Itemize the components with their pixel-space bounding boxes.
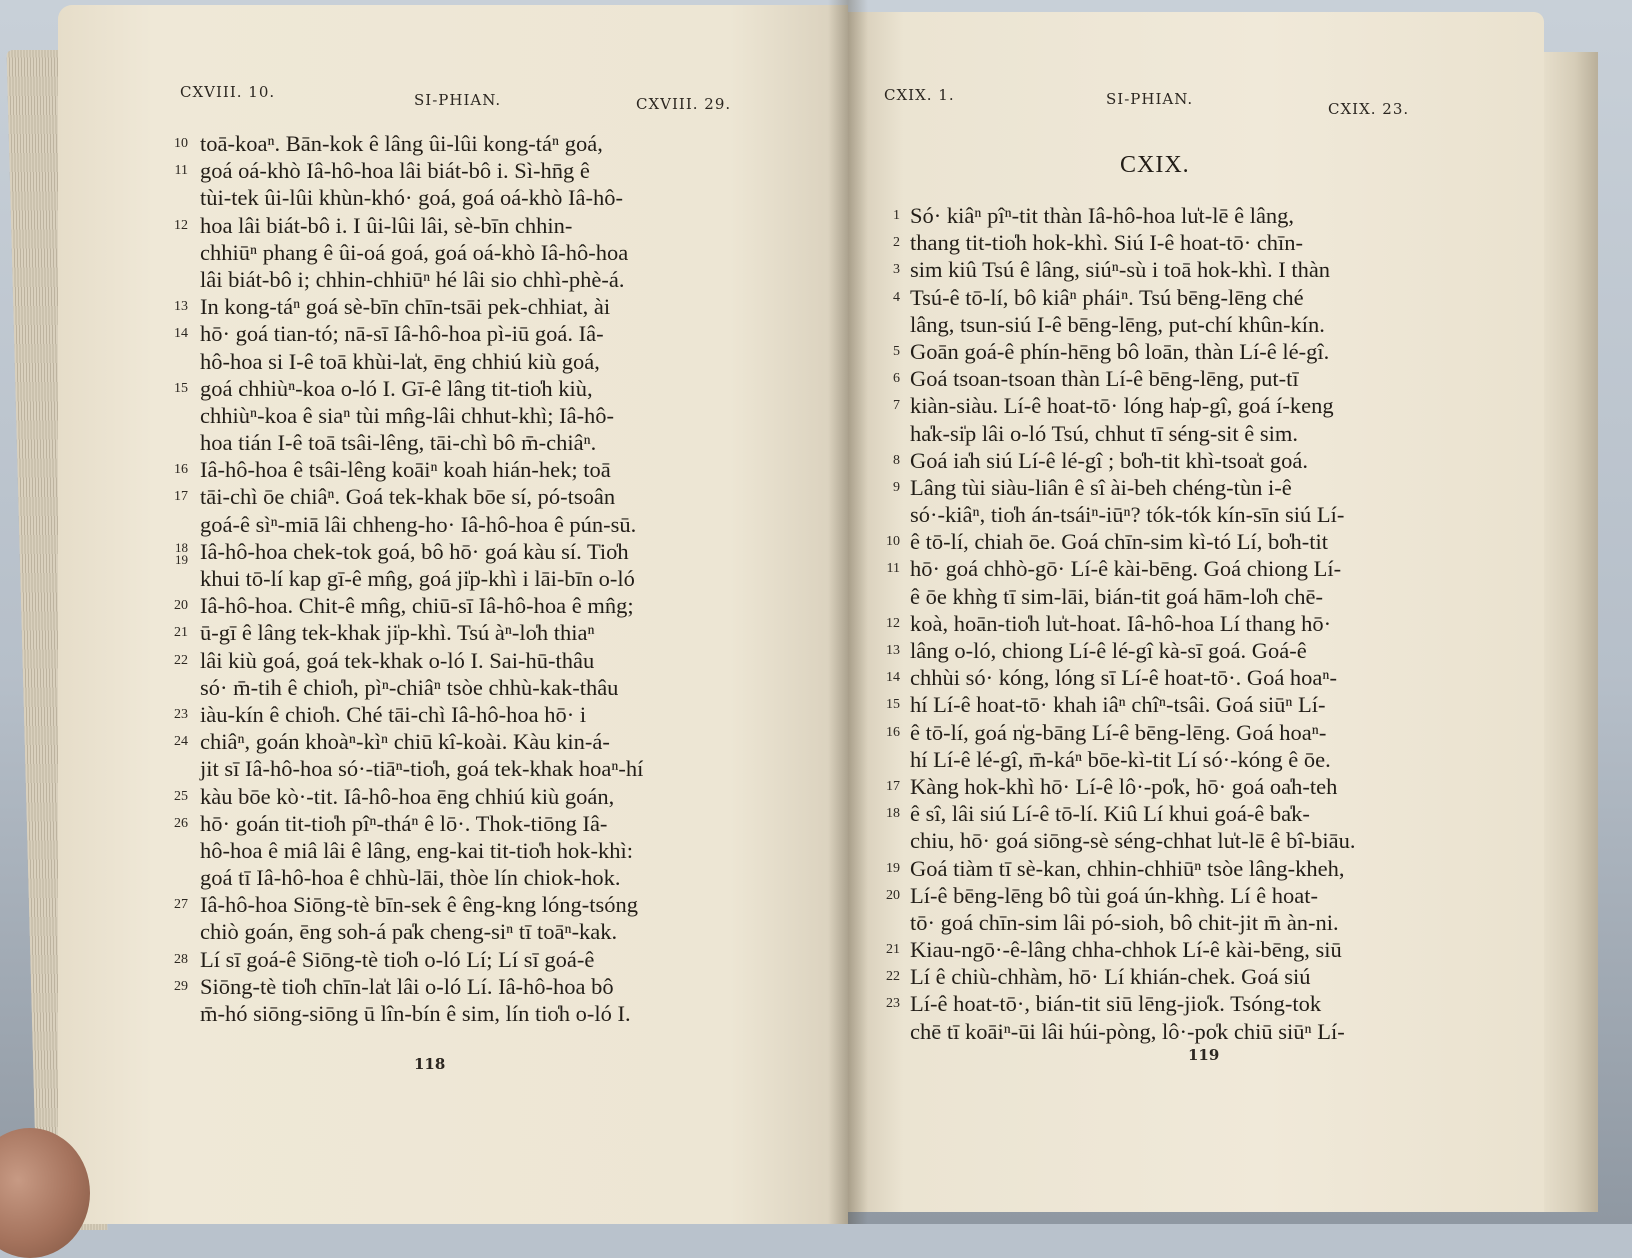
text-line	[158, 755, 808, 782]
line-text: m̄-hó siōng-siōng ū lîn-bín ê sim, lín tio̍h o-ló I.	[200, 1001, 631, 1026]
verse-number: 10	[886, 534, 900, 550]
verse-number: 22	[886, 969, 900, 985]
verse-number: 15	[174, 380, 188, 396]
line-text: hí Lí-ê lé-gî, m̄-káⁿ bōe-kì-tit Lí só·-kóng ê ōe.	[910, 746, 1331, 772]
line-text: Lí-ê bēng-lēng bô tùi goá ún-khǹg. Lí ê hoat-	[910, 882, 1319, 908]
text-line	[870, 719, 1510, 746]
verse-number: 2	[893, 235, 900, 251]
verse-number-part: 18	[175, 539, 188, 555]
verse-number: 28	[174, 951, 188, 967]
left-page-number: 118	[414, 1055, 446, 1073]
verse-number: 23	[174, 706, 188, 722]
text-line	[158, 266, 808, 293]
line-text: Lí sī goá-ê Siōng-tè tio̍h o-ló Lí; Lí sī goá-ê	[200, 946, 595, 972]
left-running-head-center: SI-PHIAN.	[414, 91, 502, 109]
text-line	[870, 691, 1510, 718]
verse-number: 15	[886, 697, 900, 713]
line-text: sim kiû Tsú ê lâng, siúⁿ-sù i toā hok-khì. I thàn	[910, 257, 1331, 283]
text-line	[870, 746, 1510, 773]
line-text: Goá tiàm tī sè-kan, chhin-chhiūⁿ tsòe lâng-kheh,	[910, 855, 1345, 881]
text-line	[158, 538, 808, 565]
text-line	[870, 990, 1510, 1017]
text-line	[870, 1018, 1510, 1045]
line-text: Siōng-tè tio̍h chīn-la̍t lâi o-ló Lí. Iâ-hô-hoa bô	[200, 973, 614, 999]
line-text: hō· goá chhò-gō· Lí-ê kài-bēng. Goá chiong Lí-	[910, 556, 1342, 582]
left-page	[58, 5, 848, 1224]
text-line	[870, 392, 1510, 419]
line-text: Kàng hok-khì hō· Lí-ê lô·-po̍k, hō· goá oa̍h-teh	[910, 773, 1338, 799]
text-line	[158, 891, 808, 918]
psalm-title: CXIX.	[1120, 152, 1190, 178]
text-line	[158, 783, 808, 810]
line-text: kiàn-siàu. Lí-ê hoat-tō· lóng ha̍p-gî, goá í-keng	[910, 393, 1334, 419]
left-running-head-right: CXVIII. 29.	[636, 95, 732, 113]
verse-number: 14	[174, 326, 188, 342]
text-line	[158, 565, 808, 592]
text-line	[158, 592, 808, 619]
text-line	[870, 555, 1510, 582]
text-line	[870, 311, 1510, 338]
text-line	[870, 963, 1510, 990]
verse-number: 23	[886, 996, 900, 1012]
text-line	[870, 800, 1510, 827]
verse-number: 17	[174, 489, 188, 505]
line-text: ê ōe khǹg tī sim-lāi, bián-tit goá hām-lo̍h chē-	[910, 583, 1324, 609]
verse-number: 6	[893, 371, 900, 387]
line-text: chhiùⁿ-koa ê siaⁿ tùi mn̂g-lâi chhut-khì; Iâ-hô-	[200, 402, 615, 428]
line-text: Iâ-hô-hoa Siōng-tè bīn-sek ê êng-kng lóng-tsóng	[200, 892, 639, 918]
line-text: iàu-kín ê chio̍h. Ché tāi-chì Iâ-hô-hoa hō· i	[200, 701, 587, 727]
verse-number: 11	[886, 561, 900, 577]
text-line	[158, 429, 808, 456]
text-line	[158, 701, 808, 728]
line-text: tō· goá chīn-sim lâi pó-sioh, bô chit-jit m̄ àn-ni.	[910, 909, 1339, 935]
text-line	[158, 130, 808, 157]
text-line	[158, 320, 808, 347]
verse-number: 12	[886, 615, 900, 631]
line-text: só· m̄-tih ê chio̍h, pìⁿ-chiâⁿ tsòe chhù-kak-thâu	[200, 674, 619, 700]
text-line	[870, 284, 1510, 311]
text-line	[870, 936, 1510, 963]
line-text: chē tī koāiⁿ-ūi lâi húi-pòng, lô·-po̍k chiū siūⁿ Lí-	[910, 1018, 1345, 1044]
verse-number: 13	[174, 299, 188, 315]
line-text: lâng, tsun-siú I-ê bēng-lēng, put-chí khûn-kín.	[910, 311, 1325, 337]
text-line	[870, 583, 1510, 610]
line-text: ê sî, lâi siú Lí-ê tō-lí. Kiû Lí khui goá-ê ba̍k-	[910, 801, 1310, 827]
line-text: Lí ê chiù-chhàm, hō· Lí khián-chek. Goá siú	[910, 964, 1311, 990]
text-line	[158, 619, 808, 646]
line-text: Goān goá-ê phín-hēng bô loān, thàn Lí-ê lé-gî.	[910, 338, 1330, 364]
line-text: tùi-tek ûi-lûi khùn-khó· goá, goá oá-khò Iâ-hô-	[200, 185, 624, 211]
line-text: tāi-chì ōe chiâⁿ. Goá tek-khak bōe sí, pó-tsoân	[200, 484, 616, 510]
line-text: Lí-ê hoat-tō·, bián-tit siū lēng-jio̍k. Tsóng-tok	[910, 991, 1322, 1017]
text-line	[158, 946, 808, 973]
verse-number: 26	[174, 815, 188, 831]
text-line	[158, 483, 808, 510]
line-text: hí Lí-ê hoat-tō· khah iâⁿ chîⁿ-tsâi. Goá siūⁿ Lí-	[910, 692, 1326, 718]
verse-number: 27	[174, 897, 188, 913]
text-line	[870, 229, 1510, 256]
right-page-number: 119	[1188, 1046, 1220, 1064]
verse-number: 20	[174, 598, 188, 614]
line-text: hô-hoa si I-ê toā khùi-la̍t, ēng chhiú kiù goá,	[200, 348, 600, 374]
text-line	[158, 212, 808, 239]
text-line	[870, 637, 1510, 664]
text-line	[158, 456, 808, 483]
text-line	[158, 810, 808, 837]
line-text: toā-koaⁿ. Bān-kok ê lâng ûi-lûi kong-táⁿ goá,	[200, 131, 603, 156]
book-gutter-shadow	[828, 0, 868, 1224]
line-text: Lâng tùi siàu-liân ê sî ài-beh chéng-tùn i-ê	[910, 474, 1292, 500]
line-text: hō· goá tian-tó; nā-sī Iâ-hô-hoa pì-iū goá. Iâ-	[200, 321, 604, 347]
verse-number: 3	[893, 262, 900, 278]
verse-number: 22	[174, 652, 188, 668]
text-line	[158, 1000, 808, 1027]
verse-number: 25	[174, 788, 188, 804]
text-line	[158, 402, 808, 429]
text-line	[870, 501, 1510, 528]
text-line	[158, 348, 808, 375]
text-line	[158, 973, 808, 1000]
line-text: thang tit-tio̍h hok-khì. Siú I-ê hoat-tō· chīn-	[910, 230, 1304, 256]
verse-number	[158, 539, 188, 567]
line-text: Goá tsoan-tsoan thàn Lí-ê bēng-lēng, put-tī	[910, 366, 1299, 392]
verse-number: 21	[174, 625, 188, 641]
verse-number: 4	[893, 289, 900, 305]
text-line	[870, 909, 1510, 936]
text-line	[158, 184, 808, 211]
line-text: lâng o-ló, chiong Lí-ê lé-gî kà-sī goá. Goá-ê	[910, 638, 1307, 663]
line-text: ê tō-lí, chiah ōe. Goá chīn-sim kì-tó Lí, bo̍h-tit	[910, 529, 1329, 555]
line-text: hō· goán tit-tio̍h pîⁿ-tháⁿ ê lō·. Thok-tiōng Iâ-	[200, 810, 608, 836]
line-text: ê tō-lí, goá n̍g-bāng Lí-ê bēng-lēng. Goá hoaⁿ-	[910, 719, 1327, 745]
text-line	[870, 202, 1510, 229]
right-running-head-left: CXIX. 1.	[884, 86, 955, 104]
text-line	[870, 338, 1510, 365]
text-line	[870, 882, 1510, 909]
line-text: chhùi só· kóng, lóng sī Lí-ê hoat-tō·. Goá hoaⁿ-	[910, 665, 1337, 691]
text-line	[870, 474, 1510, 501]
line-text: lâi kiù goá, goá tek-khak o-ló I. Sai-hū-thâu	[200, 647, 595, 673]
verse-number: 12	[174, 217, 188, 233]
text-line	[158, 511, 808, 538]
verse-number: 7	[893, 398, 900, 414]
text-line	[158, 864, 808, 891]
text-line	[870, 528, 1510, 555]
verse-number: 10	[174, 136, 188, 151]
verse-number: 16	[886, 724, 900, 740]
left-text-block	[158, 130, 808, 1027]
text-line	[158, 674, 808, 701]
verse-number: 21	[886, 942, 900, 958]
right-running-head-center: SI-PHIAN.	[1106, 90, 1194, 108]
line-text: goá oá-khò Iâ-hô-hoa lâi biát-bô i. Sì-hn̄g ê	[200, 158, 590, 184]
line-text: chiò goán, ēng soh-á pa̍k cheng-siⁿ tī toāⁿ-kak.	[200, 919, 618, 945]
right-page	[848, 12, 1544, 1212]
line-text: Só· kiâⁿ pîⁿ-tit thàn Iâ-hô-hoa lu̍t-lē ê lâng,	[910, 203, 1295, 228]
line-text: In kong-táⁿ goá sè-bīn chīn-tsāi pek-chhiat, ài	[200, 294, 611, 320]
left-running-head-left: CXVIII. 10.	[180, 83, 276, 101]
text-line	[158, 918, 808, 945]
verse-number: 8	[893, 452, 900, 468]
right-text-block	[870, 202, 1510, 1045]
text-line	[158, 293, 808, 320]
line-text: Tsú-ê tō-lí, bô kiâⁿ pháiⁿ. Tsú bēng-lēng ché	[910, 284, 1304, 310]
verse-number: 11	[174, 163, 188, 179]
line-text: koà, hoān-tio̍h lu̍t-hoat. Iâ-hô-hoa Lí thang hō·	[910, 610, 1332, 636]
text-line	[870, 447, 1510, 474]
verse-number: 29	[174, 978, 188, 994]
verse-number: 20	[886, 887, 900, 903]
line-text: Iâ-hô-hoa ê tsâi-lêng koāiⁿ koah hián-hek; toā	[200, 457, 611, 483]
text-line	[158, 157, 808, 184]
verse-number: 24	[174, 734, 188, 750]
line-text: ū-gī ê lâng tek-khak ji̍p-khì. Tsú àⁿ-lo̍h thiaⁿ	[200, 620, 595, 646]
line-text: Goá ia̍h siú Lí-ê lé-gî ; bo̍h-tit khì-tsoa̍t goá.	[910, 447, 1309, 473]
right-running-head-right: CXIX. 23.	[1328, 100, 1410, 118]
text-line	[158, 239, 808, 266]
verse-number: 16	[174, 462, 188, 478]
line-text: goá-ê sìⁿ-miā lâi chheng-ho· Iâ-hô-hoa ê pún-sū.	[200, 511, 637, 537]
text-line	[158, 837, 808, 864]
text-line	[870, 855, 1510, 882]
verse-number: 9	[893, 479, 900, 495]
text-line	[158, 647, 808, 674]
line-text: hoa lâi biát-bô i. I ûi-lûi lâi, sè-bīn chhin-	[200, 212, 573, 238]
line-text: hô-hoa ê miâ lâi ê lâng, eng-kai tit-tio̍h hok-khì:	[200, 837, 634, 863]
line-text: Iâ-hô-hoa. Chit-ê mn̂g, chiū-sī Iâ-hô-hoa ê mn̂g;	[200, 593, 634, 619]
line-text: hoa tián I-ê toā tsâi-lêng, tāi-chì bô m̄-chiâⁿ.	[200, 430, 597, 456]
text-line	[870, 610, 1510, 637]
verse-number: 18	[886, 806, 900, 822]
line-text: chiâⁿ, goán khoàⁿ-kìⁿ chiū kî-koài. Kàu kin-á-	[200, 729, 610, 755]
verse-number: 5	[893, 343, 900, 359]
text-line	[158, 728, 808, 755]
line-text: chiu, hō· goá siōng-sè séng-chhat lu̍t-lē ê bî-biāu.	[910, 828, 1356, 854]
text-line	[870, 773, 1510, 800]
text-line	[870, 827, 1510, 854]
line-text: só·-kiâⁿ, tio̍h án-tsáiⁿ-iūⁿ? tók-tók kín-sīn siú Lí-	[910, 502, 1345, 528]
line-text: Iâ-hô-hoa chek-tok goá, bô hō· goá kàu sí. Tio̍h	[200, 538, 629, 564]
line-text: khui tō-lí kap gī-ê mn̂g, goá ji̍p-khì i lāi-bīn o-ló	[200, 566, 635, 591]
line-text: goá tī Iâ-hô-hoa ê chhù-lāi, thòe lín chiok-hok.	[200, 865, 621, 891]
line-text: goá chhiùⁿ-koa o-ló I. Gī-ê lâng tit-tio̍h kiù,	[200, 375, 593, 401]
text-line	[870, 256, 1510, 283]
text-line	[870, 664, 1510, 691]
line-text: chhiūⁿ phang ê ûi-oá goá, goá oá-khò Iâ-hô-hoa	[200, 239, 629, 265]
book-page-edges-right	[1540, 52, 1598, 1212]
verse-number-part: 19	[175, 551, 188, 567]
verse-number: 13	[886, 643, 900, 658]
verse-number: 17	[886, 778, 900, 794]
text-line	[870, 420, 1510, 447]
line-text: lâi biát-bô i; chhin-chhiūⁿ hé lâi sio chhì-phè-á.	[200, 266, 625, 292]
verse-number: 1	[893, 208, 900, 223]
text-line	[158, 375, 808, 402]
line-text: jit sī Iâ-hô-hoa só·-tiāⁿ-tio̍h, goá tek-khak hoaⁿ-hí	[200, 756, 644, 782]
line-text: ha̍k-si̍p lâi o-ló Tsú, chhut tī séng-sit ê sim.	[910, 420, 1298, 446]
line-text: Kiau-ngō·-ê-lâng chha-chhok Lí-ê kài-bēng, siū	[910, 937, 1342, 963]
text-line	[870, 365, 1510, 392]
verse-number: 19	[886, 860, 900, 876]
verse-number: 14	[886, 670, 900, 686]
line-text: kàu bōe kò·-tit. Iâ-hô-hoa ēng chhiú kiù goán,	[200, 783, 615, 809]
